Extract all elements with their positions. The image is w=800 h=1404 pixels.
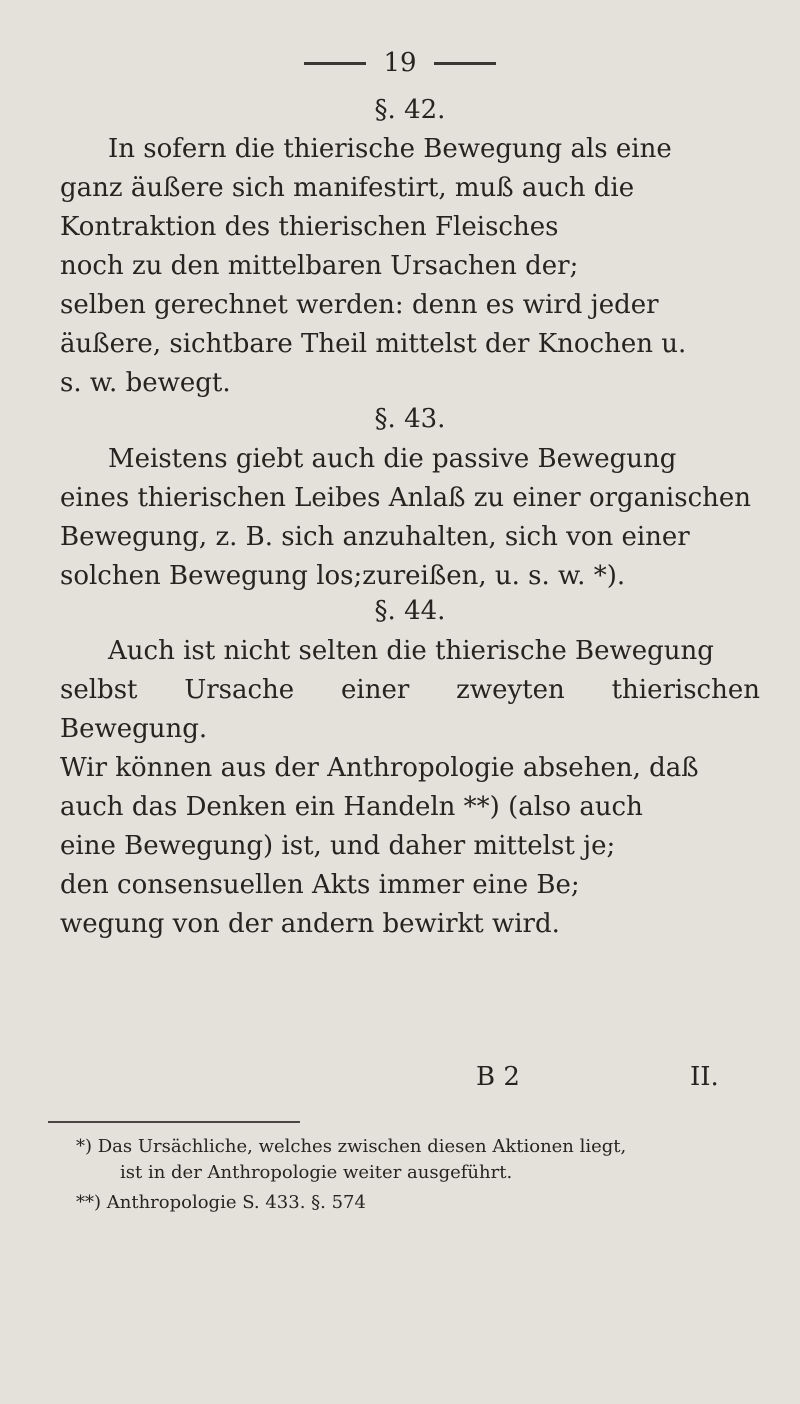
text-line: Kontraktion des thierischen Fleisches [60, 212, 559, 242]
footnote-line: **) Anthropologie S. 433. §. 574 [76, 1192, 366, 1213]
header-rule-right [434, 62, 496, 65]
page-number: 19 [383, 48, 417, 78]
catchword: II. [690, 1062, 719, 1092]
text-line: Wir können aus der Anthropologie absehen, daß [60, 753, 699, 783]
text-line: Bewegung, z. B. sich anzuhalten, sich von einer [60, 522, 690, 552]
text-line: selbst Ursache einer zweyten thierischen Bewegung. [60, 675, 760, 744]
page-header [0, 48, 800, 78]
section-44 [60, 596, 760, 626]
section-number: §. 43. [374, 404, 446, 434]
footnote-line: ist in der Anthropologie weiter ausgeführt. [120, 1162, 513, 1183]
text-line: solchen Bewegung los;zureißen, u. s. w. *). [60, 561, 626, 591]
section-number: §. 42. [374, 95, 446, 125]
footnote-separator [48, 1121, 300, 1123]
footnote-1 [60, 1134, 760, 1186]
text-line: Meistens giebt auch die passive Bewegung [108, 444, 677, 474]
text-line: ganz äußere sich manifestirt, muß auch die [60, 173, 635, 203]
section-44-text [60, 632, 760, 944]
text-line: selben gerechnet werden: denn es wird jeder [60, 290, 659, 320]
signature-mark: B 2 [476, 1062, 520, 1092]
footnote-2 [60, 1190, 760, 1216]
text-line: eine Bewegung) ist, und daher mittelst je; [60, 831, 616, 861]
section-43-text [60, 440, 760, 596]
text-line: äußere, sichtbare Theil mittelst der Knochen u. [60, 329, 687, 359]
section-42-text [60, 130, 760, 403]
section-number: §. 44. [374, 596, 446, 626]
footnote-line: *) Das Ursächliche, welches zwischen diesen Aktionen liegt, [76, 1136, 627, 1157]
header-rule-left [304, 62, 366, 65]
text-line: auch das Denken ein Handeln **) (also auch [60, 792, 643, 822]
text-line: noch zu den mittelbaren Ursachen der; [60, 251, 579, 281]
text-line: wegung von der andern bewirkt wird. [60, 909, 560, 939]
text-line: eines thierischen Leibes Anlaß zu einer organischen [60, 483, 752, 513]
text-line: s. w. bewegt. [60, 368, 231, 398]
text-line: In sofern die thierische Bewegung als eine [108, 134, 672, 164]
section-42 [60, 95, 760, 125]
text-line: den consensuellen Akts immer eine Be; [60, 870, 580, 900]
text-line: Auch ist nicht selten die thierische Bewegung [108, 636, 714, 666]
section-43 [60, 404, 760, 434]
